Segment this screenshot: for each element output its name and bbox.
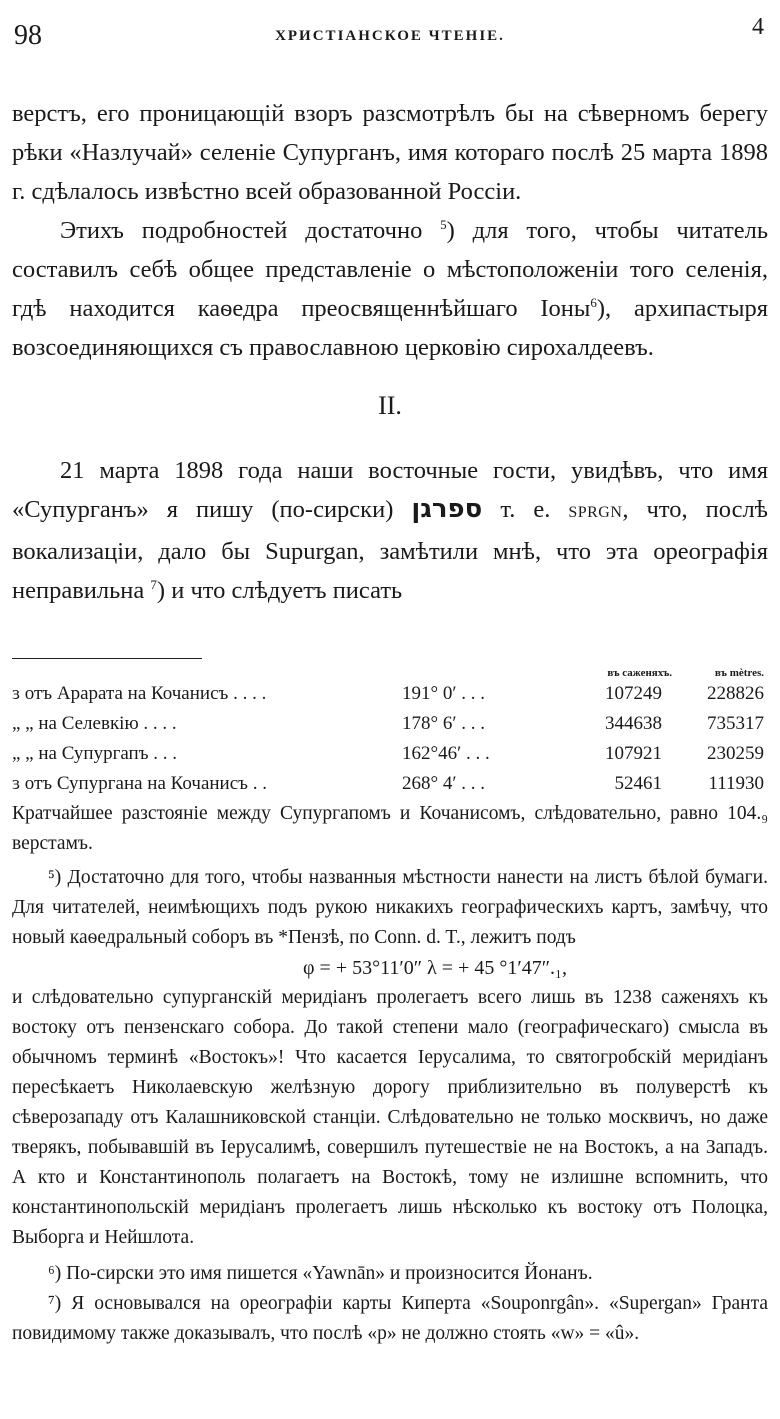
table-row	[12, 739, 768, 769]
cell-angle: 162°46′ . . .	[402, 743, 490, 764]
footnote-ref-7: 7	[150, 576, 157, 592]
section-paragraph-part-2: т. е.	[500, 496, 551, 523]
footnote-6: ⁶) По-сирски это имя пишется «Yawnān» и произносится Йонанъ.	[48, 1263, 593, 1284]
section-text	[12, 451, 768, 610]
cell-route: „ „ на Супургапъ . . .	[12, 743, 178, 764]
hebrew-word: ספרגן	[411, 494, 483, 524]
header-sazheni: въ саженяхъ.	[607, 667, 672, 679]
paragraph-2-part-a: Этихъ подробностей достаточно	[60, 217, 423, 244]
cell-angle: 191° 0′ . . .	[402, 683, 486, 704]
cell-metres: 228826	[707, 683, 764, 704]
cell-route: ɜ отъ Супургана на Кочанисъ . .	[12, 773, 267, 794]
distance-table-block	[12, 665, 768, 799]
signature-mark: 4	[752, 14, 764, 40]
cell-metres: 111930	[708, 773, 764, 794]
table-header-row	[12, 665, 768, 679]
section-paragraph-part-3: , что, послѣ вокализаціи, дало бы Supurgan, замѣтили мнѣ, что эта ореографія неправильна	[12, 496, 768, 604]
cell-angle: 268° 4′ . . .	[402, 773, 486, 794]
coordinate-formula: φ = + 53°11′0″ λ = + 45 °1′47″.₁,	[303, 957, 567, 979]
table-row	[12, 679, 768, 709]
paragraph-2-part-b: ) для того, чтобы читатель составилъ себѣ общее представленіе о мѣстоположеніи того селенія, гдѣ находится каѳедра преосвященнѣйшаго Іоны	[12, 217, 769, 322]
table-row	[12, 769, 768, 799]
paragraph-2	[12, 211, 768, 367]
footnote-5: ⁵) Достаточно для того, чтобы названныя мѣстности нанести на листъ бѣлой бумаги. Для читателей, неимѣющихъ подъ рукою никакихъ географическихъ картъ, замѣчу, что новый каѳедральный соборъ въ *Пензѣ, по Conn. d. T., лежитъ подъ	[12, 867, 768, 948]
footnote-7: ⁷) Я основывался на ореографіи карты Киперта «Souponrgân». «Supergan» Гранта повидимому также доказывалъ, что послѣ «р» не должно стоять «w» = «û».	[12, 1293, 768, 1344]
distance-table	[12, 665, 768, 799]
section-heading: II.	[378, 391, 402, 420]
footnote-divider	[12, 658, 202, 659]
header-metres: въ mètres.	[714, 667, 764, 679]
transliteration: SPRGN	[568, 504, 623, 521]
section-paragraph	[12, 451, 768, 610]
running-title: ХРИСТІАНСКОЕ ЧТЕНІЕ.	[275, 28, 505, 44]
cell-metres: 735317	[707, 713, 764, 734]
footnote-ref-6: 6	[590, 294, 597, 310]
cell-route: „ „ на Селевкію . . . .	[12, 713, 177, 734]
section-paragraph-part-4: ) и что слѣдуетъ писать	[156, 577, 403, 604]
cell-sazheni: 107921	[605, 743, 662, 764]
book-page	[12, 12, 768, 1412]
footnote-ref-5: 5	[440, 216, 447, 232]
section-paragraph-part-1: 21 марта 1898 года наши восточные гости, увидѣвъ, что имя «Супурганъ» я пишу (по-сирски)	[12, 457, 768, 523]
main-text	[12, 94, 768, 367]
table-row	[12, 709, 768, 739]
footnotes	[12, 799, 768, 1349]
cell-angle: 178° 6′ . . .	[402, 713, 486, 734]
cell-metres: 230259	[707, 743, 764, 764]
cell-sazheni: 344638	[605, 713, 662, 734]
cell-sazheni: 52461	[614, 773, 662, 794]
running-header	[12, 12, 768, 56]
header-route	[12, 665, 402, 679]
header-angle	[402, 665, 552, 679]
paragraph-2-part-c: ), архипастыря возсоединяющихся съ православною церковію сирохалдеевъ.	[12, 295, 768, 361]
cell-route: ɜ отъ Арарата на Кочанисъ . . . .	[12, 683, 267, 704]
cell-sazheni: 107249	[605, 683, 662, 704]
page-number: 98	[14, 20, 42, 51]
paragraph-1: верстъ, его проницающій взоръ разсмотрѣлъ бы на сѣверномъ берегу рѣки «Назлучай» селеніе Супурганъ, имя котораго послѣ 25 марта 1898 г. сдѣлалось извѣстно всей образованной Россіи.	[12, 100, 768, 205]
distance-summary: Кратчайшее разстояніе между Супургапомъ и Кочанисомъ, слѣдовательно, равно 104.₉ верстамъ.	[12, 803, 768, 854]
footnote-5-continued: и слѣдовательно супурганскій меридіанъ пролегаетъ всего лишь въ 1238 саженяхъ къ востоку отъ пензенскаго собора. До такой степени мало (географическаго) смысла въ обычномъ терминѣ «Востокъ»! Что касается Іерусалима, то святогробскій меридіанъ пересѣкаетъ Николаевскую желѣзную дорогу приблизительно въ полуверстѣ къ сѣверозападу отъ Калашниковской станціи. Слѣдовательно не только москвичъ, но даже тверякъ, побывавшій въ Іерусалимѣ, совершилъ путешествіе не на Востокъ, а на Западъ. А кто и Константинополь полагаетъ на Востокѣ, тому не излишне вспомнить, что константинопольскій меридіанъ пролегаетъ лишь нѣсколько къ востоку отъ Полоцка, Выборга и Нейшлота.	[12, 987, 768, 1248]
